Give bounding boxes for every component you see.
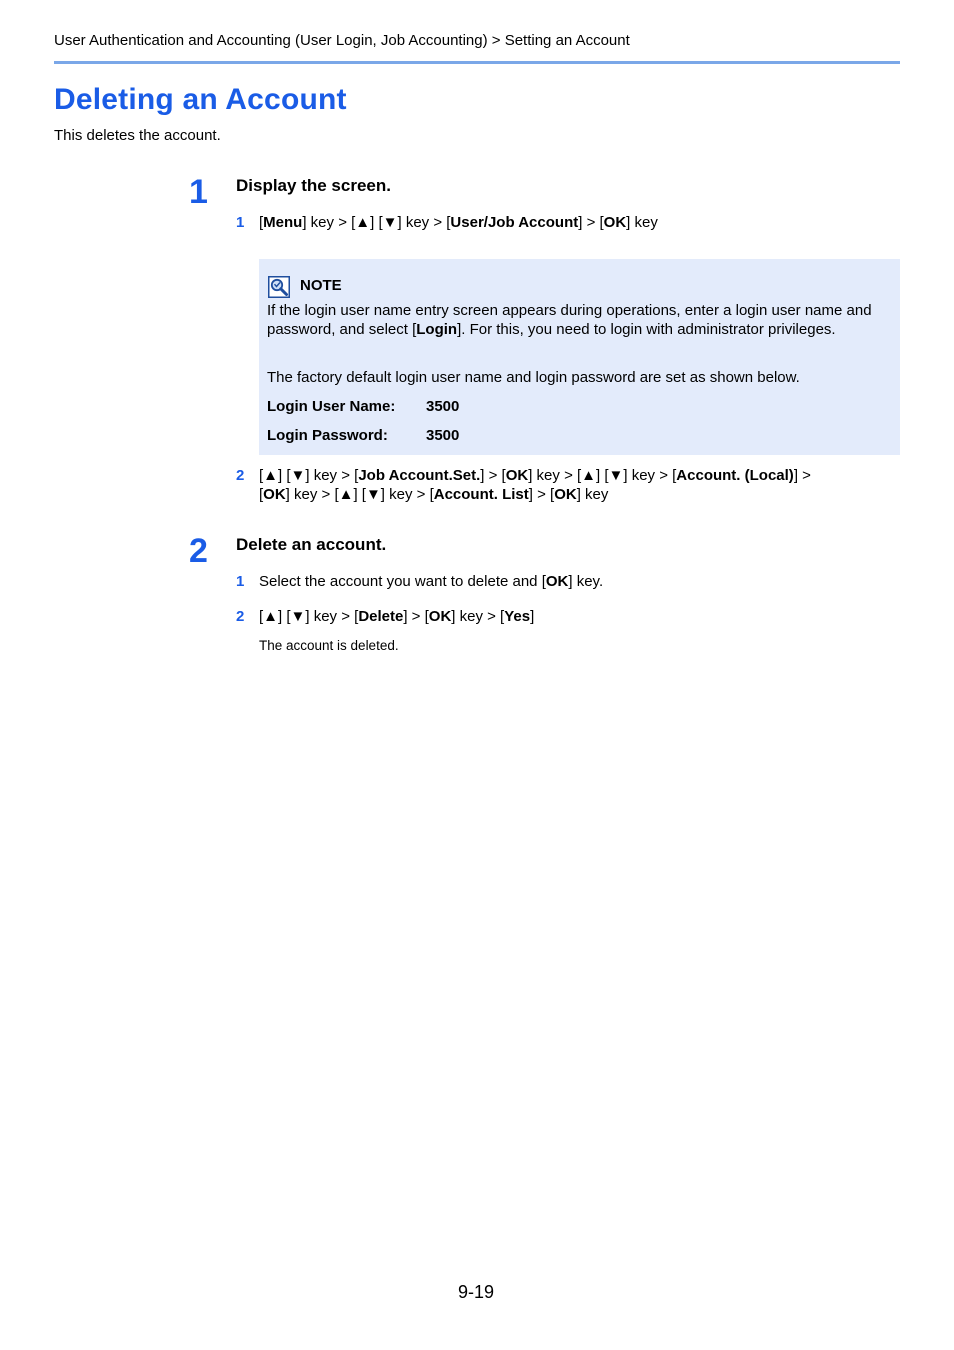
intro-text: This deletes the account. [54, 127, 221, 144]
substep-1-1-text: [Menu] key > [▲] [▼] key > [User/Job Account] > [OK] key [259, 214, 658, 231]
substep-1-2-text-line-1: [▲] [▼] key > [Job Account.Set.] > [OK] key > [▲] [▼] key > [Account. (Local)] > [259, 467, 811, 484]
page-title: Deleting an Account [54, 83, 347, 116]
step-1-heading: Display the screen. [236, 176, 391, 195]
note-box [259, 259, 900, 455]
step-1-number: 1 [189, 173, 208, 211]
substep-2-2-number: 2 [236, 608, 245, 625]
substep-1-1-number: 1 [236, 214, 245, 231]
note-row-login-password: Login Password: 3500 [267, 427, 460, 444]
page-number: 9-19 [458, 1282, 495, 1302]
substep-2-1-text: Select the account you want to delete and [OK] key. [259, 573, 604, 590]
note-paragraph-2: The factory default login user name and login password are set as shown below. [267, 369, 800, 386]
substep-1-2-text-line-2: [OK] key > [▲] [▼] key > [Account. List] > [OK] key [259, 486, 609, 503]
substep-2-2-result: The account is deleted. [259, 638, 399, 653]
note-row-login-user-name: Login User Name: 3500 [267, 398, 460, 415]
step-2-heading: Delete an account. [236, 535, 387, 554]
header-rule [54, 61, 900, 64]
note-paragraph-1: If the login user name entry screen appears during operations, enter a login user name and password, and select [Login]. For this, you need to login with administrator privileges. [267, 302, 872, 338]
substep-2-2-text: [▲] [▼] key > [Delete] > [OK] key > [Yes] [259, 608, 535, 625]
breadcrumb: User Authentication and Accounting (User Login, Job Accounting) > Setting an Account [54, 32, 630, 49]
substep-1-2-number: 2 [236, 467, 245, 484]
step-2-number: 2 [189, 532, 208, 570]
magnifier-note-icon [268, 276, 290, 298]
note-label: NOTE [300, 277, 342, 294]
substep-2-1-number: 1 [236, 573, 245, 590]
